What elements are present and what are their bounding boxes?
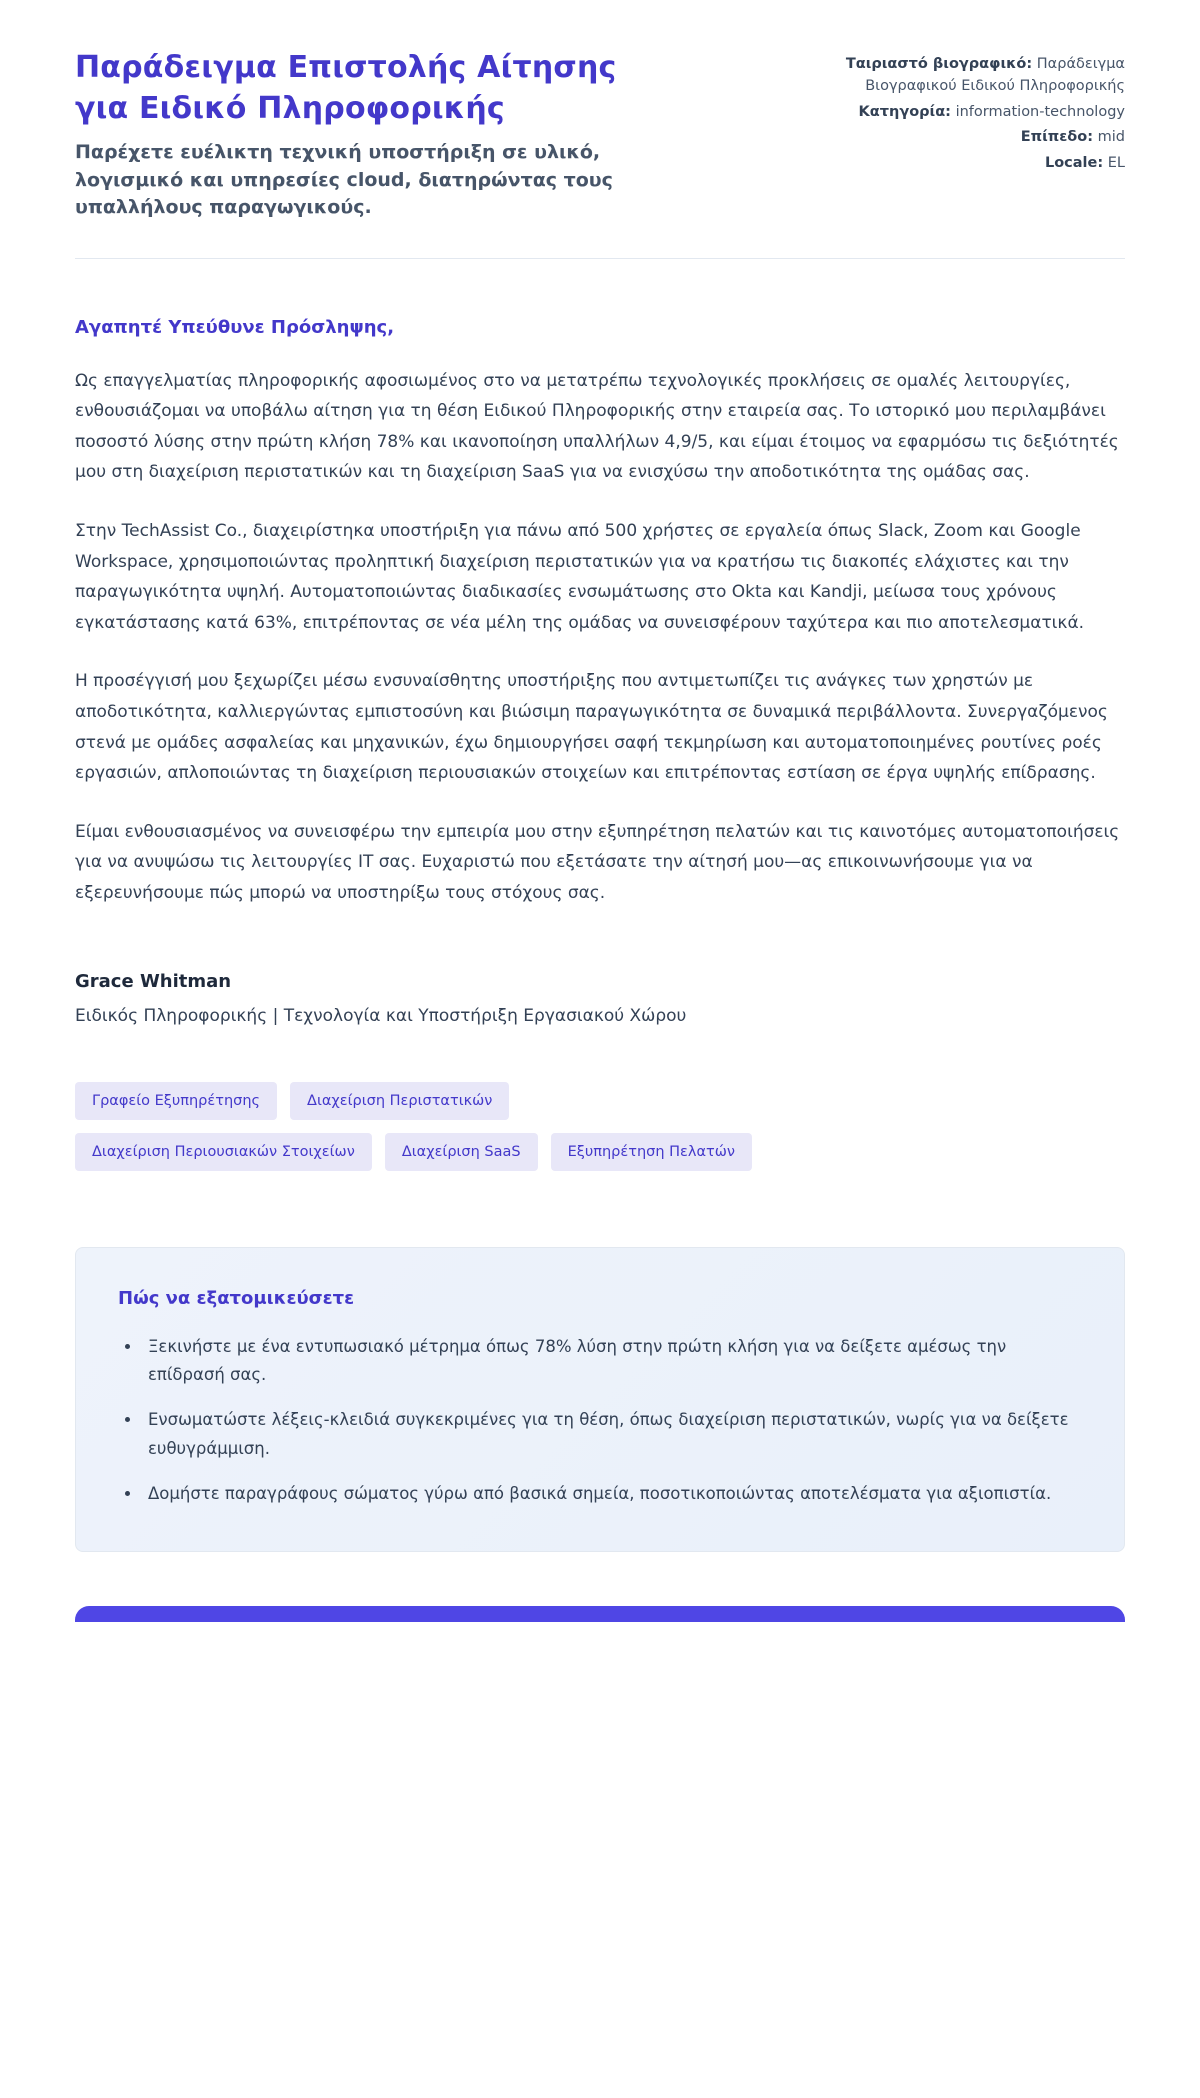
page-subtitle: Παρέχετε ευέλικτη τεχνική υποστήριξη σε υλικό, λογισμικό και υπηρεσίες cloud, διατηρώντας τους υπαλλήλους παραγωγικούς. xyxy=(75,141,613,219)
letter-paragraph: Στην TechAssist Co., διαχειρίστηκα υποστήριξη για πάνω από 500 χρήστες σε εργαλεία όπως Slack, Zoom και Google Workspace, χρησιμοποιώντας προληπτική διαχείριση περιστατικών για να κρατήσω τις διακοπές ελάχιστες και την παραγωγικότητα υψηλή. Αυτοματοποιώντας διαδικασίες ενσωμάτωσης στο Okta και Kandji, μείωσα τους χρόνους εγκατάστασης κατά 63%, επιτρέποντας σε νέα μέλη της ομάδας να συνεισφέρουν ταχύτερα και πιο αποτελεσματικά. xyxy=(75,521,1085,633)
meta-panel xyxy=(825,54,1125,179)
signature-title: Ειδικός Πληροφορικής | Τεχνολογία και Υποστήριξη Εργασιακού Χώρου xyxy=(75,1005,687,1026)
page-title: Παράδειγμα Επιστολής Αίτησης για Ειδικό Πληροφορικής xyxy=(75,50,617,126)
meta-matching-resume xyxy=(825,54,1125,98)
meta-matching-resume-label: Ταιριαστό βιογραφικό: xyxy=(845,56,1033,72)
skill-tag-chip[interactable]: Διαχείριση Περιστατικών xyxy=(290,1082,509,1120)
meta-locale-label: Locale: xyxy=(1044,155,1104,171)
meta-category-value: information-technology xyxy=(955,103,1125,120)
cover-letter-page xyxy=(75,0,1125,1622)
meta-locale xyxy=(825,153,1125,175)
skill-tag-chip[interactable]: Γραφείο Εξυπηρέτησης xyxy=(75,1082,277,1120)
letter-paragraph: Είμαι ενθουσιασμένος να συνεισφέρω την εμπειρία μου στην εξυπηρέτηση πελατών και τις καινοτόμες αυτοματοποιήσεις για να ανυψώσω τις λειτουργίες IT σας. Ευχαριστώ που εξετάσατε την αίτησή μου—ας επικοινωνήσουμε για να εξερευνήσουμε πώς μπορώ να υποστηρίξω τους στόχους σας. xyxy=(75,821,1120,903)
meta-level-value: mid xyxy=(1097,129,1125,146)
meta-locale-value: EL xyxy=(1107,155,1125,171)
next-section-peek-bar xyxy=(75,1606,1125,1622)
customization-tips-callout xyxy=(75,1247,1125,1552)
letter-header xyxy=(75,48,1125,222)
letter-greeting: Αγαπητέ Υπεύθυνε Πρόσληψης, xyxy=(75,316,395,338)
header-title-block xyxy=(75,48,635,222)
skill-tags xyxy=(75,1082,775,1171)
letter-paragraphs xyxy=(75,366,1125,909)
meta-level-label: Επίπεδο: xyxy=(1020,129,1094,146)
letter-paragraph: Η προσέγγισή μου ξεχωρίζει μέσω ενσυναίσθητης υποστήριξης που αντιμετωπίζει τις ανάγκες των χρηστών με αποδοτικότητα, καλλιεργώντας εμπιστοσύνη και βιώσιμη παραγωγικότητα σε δυναμικά περιβάλλοντα. Συνεργαζόμενος στενά με ομάδες ασφαλείας και μηχανικών, έχω δημιουργήσει σαφή τεκμηρίωση και αυτοματοποιημένες ρουτίνες ροές εργασιών, απλοποιώντας τη διαχείριση περιουσιακών στοιχείων και επιτρέποντας εστίαση σε έργα υψηλής επίδρασης. xyxy=(75,671,1108,784)
signature-name: Grace Whitman xyxy=(75,970,232,992)
meta-category-label: Κατηγορία: xyxy=(858,103,951,120)
callout-bullet: • Δομήστε παραγράφους σώματος γύρω από βασικά σημεία, ποσοτικοποιώντας αποτελέσματα για αξιοπιστία. xyxy=(142,1480,1082,1509)
skill-tag-chip[interactable]: Διαχείριση SaaS xyxy=(385,1133,538,1171)
letter-paragraph: Ως επαγγελματίας πληροφορικής αφοσιωμένος στο να μετατρέπω τεχνολογικές προκλήσεις σε ομαλές λειτουργίες, ενθουσιάζομαι να υποβάλω αίτηση για τη θέση Ειδικού Πληροφορικής στην εταιρεία σας. Το ιστορικό μου περιλαμβάνει ποσοστό λύσης στην πρώτη κλήση 78% και ικανοποίηση υπαλλήλων 4,9/5, και είμαι έτοιμος να εφαρμόσω τις δεξιότητές μου στη διαχείριση περιστατικών και τη διαχείριση SaaS για να ενισχύσω την αποδοτικότητα της ομάδας σας. xyxy=(75,370,1119,483)
letter-body xyxy=(75,317,1125,1026)
callout-bullet: • Ενσωματώστε λέξεις-κλειδιά συγκεκριμένες για τη θέση, όπως διαχείριση περιστατικών, νωρίς για να δείξετε ευθυγράμμιση. xyxy=(142,1406,1082,1464)
callout-title: Πώς να εξατομικεύσετε xyxy=(118,1287,355,1309)
meta-level xyxy=(825,127,1125,149)
skill-tag-chip[interactable]: Εξυπηρέτηση Πελατών xyxy=(551,1133,752,1171)
header-divider xyxy=(75,258,1125,259)
meta-category xyxy=(825,102,1125,124)
callout-bullet-list xyxy=(118,1333,1082,1509)
matching-resume-link[interactable]: Παράδειγμα Βιογραφικού Ειδικού Πληροφορικής xyxy=(865,56,1125,94)
callout-bullet: • Ξεκινήστε με ένα εντυπωσιακό μέτρημα όπως 78% λύση στην πρώτη κλήση για να δείξετε αμέσως την επίδρασή σας. xyxy=(142,1333,1082,1391)
skill-tag-chip[interactable]: Διαχείριση Περιουσιακών Στοιχείων xyxy=(75,1133,372,1171)
